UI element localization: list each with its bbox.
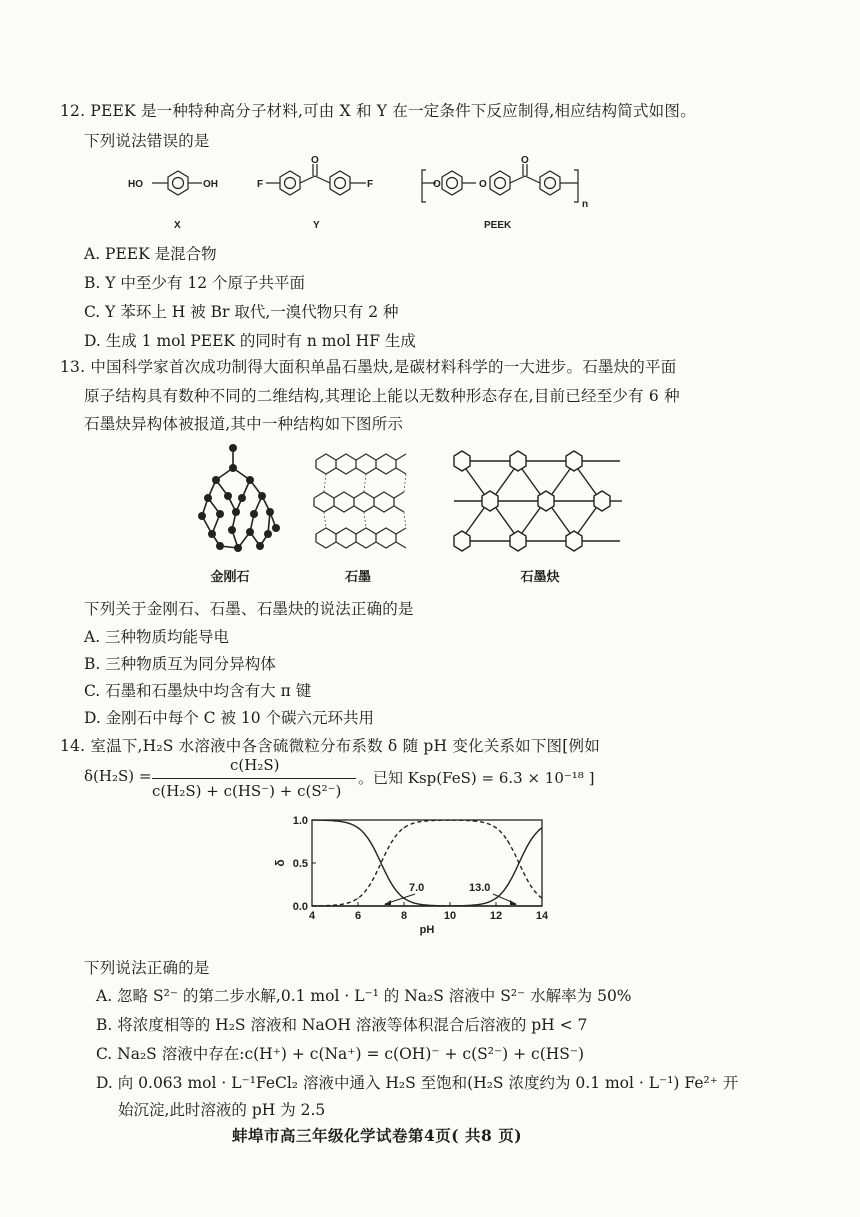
series-1-point xyxy=(334,820,335,821)
peek-o-left-label: O xyxy=(433,179,441,190)
series-3-point xyxy=(518,862,519,863)
series-1-point xyxy=(392,885,393,886)
series-1-point xyxy=(541,905,542,906)
series-1-point xyxy=(507,905,508,906)
series-2-point xyxy=(507,840,508,841)
series-2-line xyxy=(312,820,542,906)
q14-formula-left: δ(H₂S) = xyxy=(84,767,152,785)
graphdiyne-ring-6 xyxy=(594,491,610,511)
series-3-point xyxy=(472,905,473,906)
series-2-point xyxy=(449,819,450,820)
q12-stem-line2: 下列说法错误的是 xyxy=(84,132,210,150)
q13-option-c: C. 石墨和石墨炔中均含有大 π 键 xyxy=(84,682,312,700)
x-tick-label: 10 xyxy=(443,910,457,922)
q14-option-b: B. 将浓度相等的 H₂S 溶液和 NaOH 溶液等体积混合后溶液的 pH < 7 xyxy=(96,1016,588,1034)
graphdiyne-ring-8 xyxy=(510,531,526,551)
peek-carbonyl-o-label: O xyxy=(521,155,529,166)
series-3-point xyxy=(541,827,542,828)
q13-question: 下列关于金刚石、石墨、石墨炔的说法正确的是 xyxy=(84,600,414,618)
caption-graphite: 石墨 xyxy=(344,570,371,585)
page-footer: 蚌埠市高三年级化学试卷第4页( 共8 页) xyxy=(232,1126,523,1145)
x-tick-label: 12 xyxy=(489,910,503,922)
y-tick-label: 0.0 xyxy=(292,901,308,913)
series-1-point xyxy=(530,905,531,906)
series-2-point xyxy=(426,820,427,821)
x-axis-label: pH xyxy=(419,924,435,936)
q14-fraction-bar xyxy=(152,778,356,779)
y-benzene-ring-2 xyxy=(330,171,350,195)
graphite-layer-2 xyxy=(314,492,404,512)
series-2-point xyxy=(530,885,531,886)
series-2-point xyxy=(392,840,393,841)
annotation-pka2: 13.0 xyxy=(469,882,491,894)
x-benzene-ring xyxy=(168,171,188,195)
graphdiyne-structure xyxy=(446,446,626,560)
series-3-point xyxy=(507,885,508,886)
series-3-point xyxy=(495,898,496,899)
series-3-point xyxy=(311,905,312,906)
series-1-point xyxy=(518,905,519,906)
graphdiyne-ring-3 xyxy=(566,451,582,471)
peek-o-ether-label: O xyxy=(479,179,487,190)
series-2-point xyxy=(403,827,404,828)
peek-benzene-ring-3 xyxy=(540,171,560,195)
x-tick-label: 6 xyxy=(354,910,362,922)
series-2-point xyxy=(357,898,358,899)
series-1-line xyxy=(312,820,542,906)
diamond-structure xyxy=(188,440,288,558)
series-1-point xyxy=(495,905,496,906)
x-tick-label: 14 xyxy=(535,910,549,922)
q12-structures xyxy=(120,152,740,234)
caption-diamond: 金刚石 xyxy=(210,570,250,585)
q12-stem-line1: 12. PEEK 是一种特种高分子材料,可由 X 和 Y 在一定条件下反应制得,相应结构简式如图。 xyxy=(60,102,696,120)
series-1-point xyxy=(369,840,370,841)
q12-option-d: D. 生成 1 mol PEEK 的同时有 n mol HF 生成 xyxy=(84,332,416,350)
peek-benzene-ring-2 xyxy=(490,171,510,195)
peek-n-label: n xyxy=(582,199,589,210)
peek-label: PEEK xyxy=(484,220,512,231)
x-tick-label: 8 xyxy=(400,910,408,922)
q13-option-b: B. 三种物质互为同分异构体 xyxy=(84,655,276,673)
series-2-point xyxy=(541,898,542,899)
series-3-point xyxy=(426,905,427,906)
annotation-arrowhead-pka1 xyxy=(384,900,391,905)
graphdiyne-ring-5 xyxy=(538,491,554,511)
q12-option-c: C. Y 苯环上 H 被 Br 取代,一溴代物只有 2 种 xyxy=(84,303,399,321)
q13-stem-line2: 原子结构具有数种不同的二维结构,其理论上能以无数种形态存在,目前已经至少有 6 种 xyxy=(84,387,680,405)
q13-option-a: A. 三种物质均能导电 xyxy=(84,628,230,646)
caption-graphdiyne: 石墨炔 xyxy=(520,570,560,585)
q14-distribution-chart xyxy=(272,808,572,954)
q14-option-d: D. 向 0.063 mol · L⁻¹FeCl₂ 溶液中通入 H₂S 至饱和(H₂S 浓度约为 0.1 mol · L⁻¹) Fe²⁺ 开 xyxy=(96,1074,739,1092)
x-ho-label: HO xyxy=(128,179,143,190)
q13-stem-line1: 13. 中国科学家首次成功制得大面积单晶石墨炔,是碳材料科学的一大进步。石墨炔的平面 xyxy=(60,358,677,376)
y-tick-label: 1.0 xyxy=(292,815,308,827)
series-3-point xyxy=(357,905,358,906)
y-axis-label: δ xyxy=(273,859,287,867)
series-3-point xyxy=(403,905,404,906)
q14-formula-denominator: c(H₂S) + c(HS⁻) + c(S²⁻) xyxy=(152,782,342,800)
series-3-point xyxy=(392,905,393,906)
graphdiyne-ring-1 xyxy=(454,451,470,471)
graphdiyne-ring-2 xyxy=(510,451,526,471)
q14-stem-line1: 14. 室温下,H₂S 水溶液中各含硫微粒分布系数 δ 随 pH 变化关系如下图[例如 xyxy=(60,737,600,755)
y-f-left-label: F xyxy=(257,179,264,190)
series-3-point xyxy=(380,905,381,906)
plot-frame xyxy=(312,820,542,906)
q14-option-a: A. 忽略 S²⁻ 的第二步水解,0.1 mol · L⁻¹ 的 Na₂S 溶液中 S²⁻ 水解率为 50% xyxy=(96,987,632,1005)
series-2-point xyxy=(472,820,473,821)
q14-question: 下列说法正确的是 xyxy=(84,959,210,977)
series-3-point xyxy=(530,840,531,841)
q14-option-c: C. Na₂S 溶液中存在:c(H⁺) + c(Na⁺) = c(OH)⁻ + c(S²⁻) + c(HS⁻) xyxy=(96,1045,585,1063)
series-1-point xyxy=(311,819,312,820)
annotation-arrowhead-pka2 xyxy=(510,900,517,905)
graphite-structure xyxy=(306,446,418,558)
y-benzene-ring-1 xyxy=(280,171,300,195)
graphdiyne-ring-4 xyxy=(482,491,498,511)
q12-option-a: A. PEEK 是混合物 xyxy=(84,245,217,263)
q14-formula-numerator: c(H₂S) xyxy=(230,756,280,774)
graphite-layer-3 xyxy=(316,528,406,548)
graphdiyne-ring-9 xyxy=(566,531,582,551)
series-2-point xyxy=(495,827,496,828)
q14-option-d-continued: 始沉淀,此时溶液的 pH 为 2.5 xyxy=(118,1101,326,1119)
q13-option-d: D. 金刚石中每个 C 被 10 个碳六元环共用 xyxy=(84,709,375,727)
graphdiyne-ring-7 xyxy=(454,531,470,551)
graphite-layer-1 xyxy=(316,454,406,474)
q13-stem-line3: 石墨炔异构体被报道,其中一种结构如下图所示 xyxy=(84,415,404,433)
q14-formula-right: 。已知 Ksp(FeS) = 6.3 × 10⁻¹⁸ ] xyxy=(358,769,595,787)
q12-option-b: B. Y 中至少有 12 个原子共平面 xyxy=(84,274,305,292)
x-tick-label: 4 xyxy=(308,910,316,922)
y-label: Y xyxy=(313,220,320,231)
y-carbonyl-o-label: O xyxy=(311,155,319,166)
series-3-point xyxy=(334,905,335,906)
series-3-line xyxy=(312,828,542,906)
annotation-pka1: 7.0 xyxy=(409,882,425,894)
x-oh-label: OH xyxy=(203,179,218,190)
series-2-point xyxy=(369,885,370,886)
y-f-right-label: F xyxy=(367,179,374,190)
peek-benzene-ring-1 xyxy=(442,171,462,195)
series-1-point xyxy=(357,827,358,828)
x-label: X xyxy=(174,220,181,231)
y-tick-label: 0.5 xyxy=(292,858,308,870)
series-3-point xyxy=(369,905,370,906)
series-2-point xyxy=(380,862,381,863)
series-3-point xyxy=(449,905,450,906)
